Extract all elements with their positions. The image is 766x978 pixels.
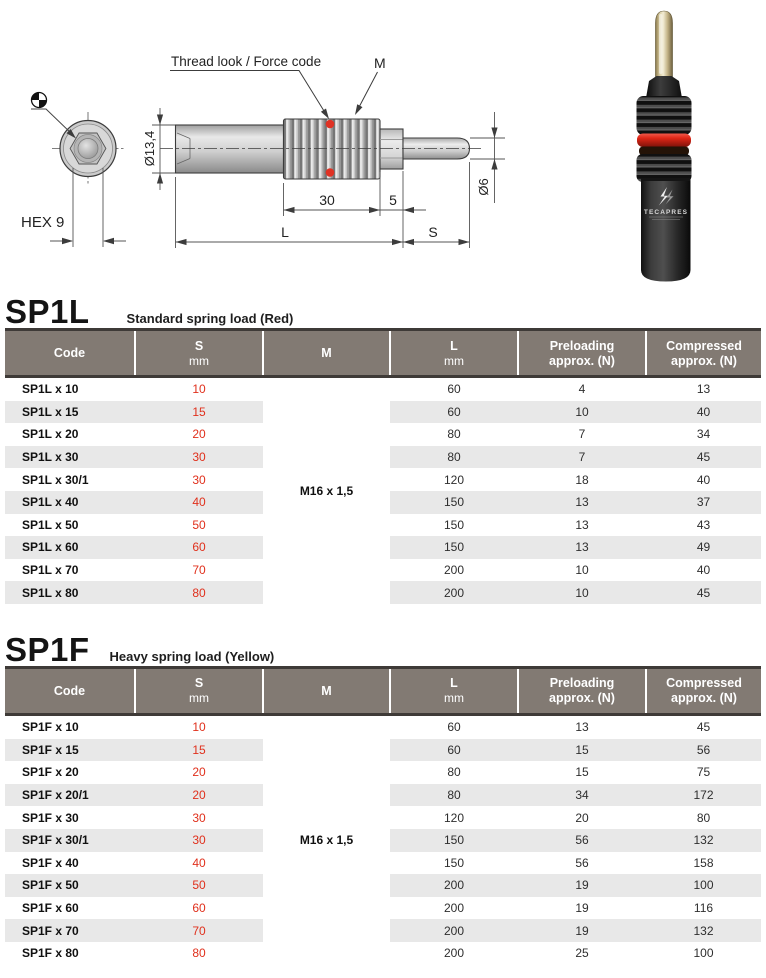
- cell-preloading: 25: [575, 946, 589, 961]
- cell-length-l: 150: [443, 855, 465, 870]
- cell-preloading: 56: [575, 855, 589, 870]
- cell-preloading: 34: [518, 784, 646, 807]
- cell-preloading: 56: [518, 829, 646, 852]
- drawing-canvas: [0, 0, 766, 295]
- cell-stroke-s: 80: [135, 581, 263, 604]
- cell-preloading: 10: [518, 581, 646, 604]
- force-code-dot-bottom: [326, 168, 335, 177]
- stroke-s-label: S: [428, 224, 438, 240]
- cell-length-l: 150: [390, 536, 518, 559]
- cell-stroke-s: 30: [192, 810, 206, 825]
- cell-compressed: 116: [693, 900, 714, 915]
- cell-preloading: 10: [575, 563, 589, 578]
- photo-upper-thread: [637, 96, 692, 135]
- cell-stroke-s: 70: [192, 563, 206, 578]
- cell-length-l: 80: [390, 446, 518, 469]
- cell-code: SP1L x 50: [22, 517, 79, 532]
- collar-length-label: 5: [389, 192, 397, 208]
- cell-thread-m: M16 x 1,5: [263, 377, 390, 604]
- cell-length-l: 150: [390, 829, 518, 852]
- cell-stroke-s: 40: [192, 855, 206, 870]
- cell-length-l: 60: [447, 720, 461, 735]
- cell-code: SP1L x 40: [5, 491, 135, 514]
- col-header-preloading: Preloading approx. (N): [518, 667, 646, 714]
- cell-preloading: 18: [575, 472, 589, 487]
- cell-preloading: 20: [575, 810, 589, 825]
- cell-preloading: 7: [578, 427, 586, 442]
- datum-target-icon: [31, 93, 76, 139]
- cell-stroke-s: 15: [135, 401, 263, 424]
- sp1f-titlebar: [5, 630, 761, 668]
- cell-preloading: 4: [578, 382, 586, 397]
- hex-dimension: [50, 168, 126, 247]
- cell-compressed: 132: [646, 829, 761, 852]
- cell-length-l: 120: [443, 472, 465, 487]
- hex-size-label: HEX 9: [21, 214, 65, 231]
- cell-preloading: 19: [575, 900, 589, 915]
- cell-compressed: 13: [696, 382, 711, 397]
- cell-length-l: 200: [443, 946, 465, 961]
- sp1f-title: SP1F: [5, 630, 90, 668]
- cell-length-l: 80: [447, 427, 461, 442]
- cell-compressed: 75: [696, 765, 711, 780]
- cell-compressed: 40: [696, 563, 711, 578]
- sp1l-table-body: [5, 377, 761, 604]
- cell-stroke-s: 20: [135, 784, 263, 807]
- cell-length-l: 60: [390, 739, 518, 762]
- cell-length-l: 200: [390, 874, 518, 897]
- cell-code: SP1F x 30: [22, 810, 79, 825]
- table-row: [5, 714, 761, 738]
- cell-code: SP1F x 30/1: [5, 829, 135, 852]
- col-header-preloading: Preloading approx. (N): [518, 330, 646, 377]
- cell-stroke-s: 60: [135, 536, 263, 559]
- cell-code: SP1F x 10: [22, 720, 79, 735]
- col-header-s: S mm: [135, 330, 263, 377]
- cell-stroke-s: 10: [192, 720, 206, 735]
- section-sp1f: [0, 630, 766, 965]
- sp1l-table: [5, 328, 761, 604]
- thread-m-label: M: [374, 55, 386, 71]
- section-sp1l: [0, 295, 766, 604]
- cell-preloading: 13: [575, 720, 589, 735]
- cell-preloading: 19: [518, 919, 646, 942]
- cell-code: SP1F x 80: [22, 946, 79, 961]
- thread-note-leader: [170, 71, 327, 116]
- cell-length-l: 80: [447, 765, 461, 780]
- cell-code: SP1L x 10: [22, 382, 79, 397]
- photo-pin: [656, 11, 673, 80]
- col-header-m: M: [263, 330, 390, 377]
- sp1l-titlebar: [5, 295, 761, 328]
- cell-stroke-s: 40: [135, 491, 263, 514]
- col-header-compressed: Compressed approx. (N): [646, 330, 761, 377]
- cell-code: SP1F x 20: [22, 765, 79, 780]
- col-header-s: S mm: [135, 667, 263, 714]
- cell-compressed: 40: [646, 401, 761, 424]
- col-header-code: Code: [5, 667, 135, 714]
- thread-length-label: 30: [319, 192, 335, 208]
- cell-code: SP1F x 70: [5, 919, 135, 942]
- product-photo: [637, 11, 692, 282]
- cell-code: SP1F x 50: [5, 874, 135, 897]
- photo-pin-highlight: [659, 14, 663, 74]
- cell-length-l: 200: [443, 900, 465, 915]
- cell-code: SP1L x 30/1: [22, 472, 89, 487]
- hex-collar: [380, 129, 403, 169]
- cell-preloading: 19: [518, 874, 646, 897]
- cell-stroke-s: 30: [192, 472, 206, 487]
- front-view: [21, 93, 126, 248]
- brand-name: TECAPRES: [643, 209, 689, 216]
- cell-preloading: 15: [575, 765, 589, 780]
- sp1l-subtitle: Standard spring load (Red): [126, 311, 294, 326]
- sp1f-subtitle: Heavy spring load (Yellow): [109, 648, 275, 664]
- cell-compressed: 45: [696, 720, 711, 735]
- cell-code: SP1L x 70: [22, 563, 79, 578]
- force-code-dot-top: [326, 120, 335, 129]
- cell-length-l: 60: [390, 401, 518, 424]
- cell-preloading: 13: [518, 491, 646, 514]
- cell-compressed: 56: [646, 739, 761, 762]
- cell-code: SP1F x 60: [22, 900, 79, 915]
- cell-length-l: 80: [390, 784, 518, 807]
- cell-compressed: 45: [646, 446, 761, 469]
- cell-compressed: 40: [696, 472, 711, 487]
- cell-code: SP1F x 15: [5, 739, 135, 762]
- cell-length-l: 150: [443, 517, 465, 532]
- m-arrow: [355, 104, 363, 115]
- cell-stroke-s: 60: [192, 900, 206, 915]
- thread-note-label: Thread look / Force code: [171, 54, 322, 69]
- cell-stroke-s: 20: [192, 427, 206, 442]
- thread-note-arrow: [321, 109, 329, 120]
- cell-code: SP1L x 15: [5, 401, 135, 424]
- col-header-compressed: Compressed approx. (N): [646, 667, 761, 714]
- cell-preloading: 10: [518, 401, 646, 424]
- cell-preloading: 13: [518, 536, 646, 559]
- thread-length-dimension: [284, 171, 427, 248]
- m-leader: [358, 72, 378, 110]
- cell-preloading: 7: [518, 446, 646, 469]
- cell-compressed: 100: [646, 874, 761, 897]
- cell-compressed: 132: [646, 919, 761, 942]
- socket-bottom-circle: [78, 139, 98, 159]
- cell-stroke-s: 50: [135, 874, 263, 897]
- cell-length-l: 60: [447, 382, 461, 397]
- cell-code: SP1L x 60: [5, 536, 135, 559]
- cell-compressed: 37: [646, 491, 761, 514]
- col-header-m: M: [263, 667, 390, 714]
- table-row: [5, 377, 761, 401]
- cell-code: SP1F x 40: [22, 855, 79, 870]
- cell-stroke-s: 50: [192, 517, 206, 532]
- col-header-l: L mm: [390, 667, 518, 714]
- photo-lower-thread: [637, 154, 692, 182]
- cell-length-l: 200: [390, 919, 518, 942]
- sp1f-table: [5, 666, 761, 965]
- cell-stroke-s: 10: [192, 382, 206, 397]
- cell-compressed: 49: [646, 536, 761, 559]
- cell-compressed: 43: [696, 517, 711, 532]
- cell-compressed: 172: [646, 784, 761, 807]
- cell-compressed: 45: [646, 581, 761, 604]
- dia-pin-label: Ø6: [476, 178, 491, 196]
- cell-stroke-s: 20: [192, 765, 206, 780]
- cell-length-l: 200: [390, 581, 518, 604]
- cell-compressed: 34: [696, 427, 711, 442]
- side-view: [142, 54, 505, 248]
- sp1l-table-header: [5, 330, 761, 377]
- col-header-l: L mm: [390, 330, 518, 377]
- cell-preloading: 15: [518, 739, 646, 762]
- cell-length-l: 150: [390, 491, 518, 514]
- sp1l-title: SP1L: [5, 293, 90, 330]
- cell-length-l: 200: [443, 563, 465, 578]
- cell-compressed: 80: [696, 810, 711, 825]
- cell-thread-m: M16 x 1,5: [263, 714, 390, 964]
- dia-body-label: Ø13,4: [142, 130, 157, 167]
- cell-compressed: 100: [693, 946, 714, 961]
- cell-stroke-s: 15: [135, 739, 263, 762]
- cell-code: SP1L x 30: [5, 446, 135, 469]
- length-l-label: L: [281, 224, 289, 240]
- technical-drawing: [0, 0, 766, 295]
- cell-length-l: 120: [443, 810, 465, 825]
- cell-code: SP1L x 20: [22, 427, 79, 442]
- cell-code: SP1F x 20/1: [5, 784, 135, 807]
- cell-stroke-s: 70: [135, 919, 263, 942]
- photo-collar: [646, 76, 682, 98]
- plunger-body: [176, 125, 284, 173]
- sp1f-table-body: [5, 714, 761, 964]
- cell-stroke-s: 30: [135, 829, 263, 852]
- cell-stroke-s: 30: [135, 446, 263, 469]
- photo-red-ring: [637, 134, 691, 148]
- cell-preloading: 13: [575, 517, 589, 532]
- cell-code: SP1L x 80: [5, 581, 135, 604]
- col-header-code: Code: [5, 330, 135, 377]
- sp1f-table-header: [5, 667, 761, 714]
- cell-stroke-s: 80: [192, 946, 206, 961]
- cell-compressed: 158: [693, 855, 714, 870]
